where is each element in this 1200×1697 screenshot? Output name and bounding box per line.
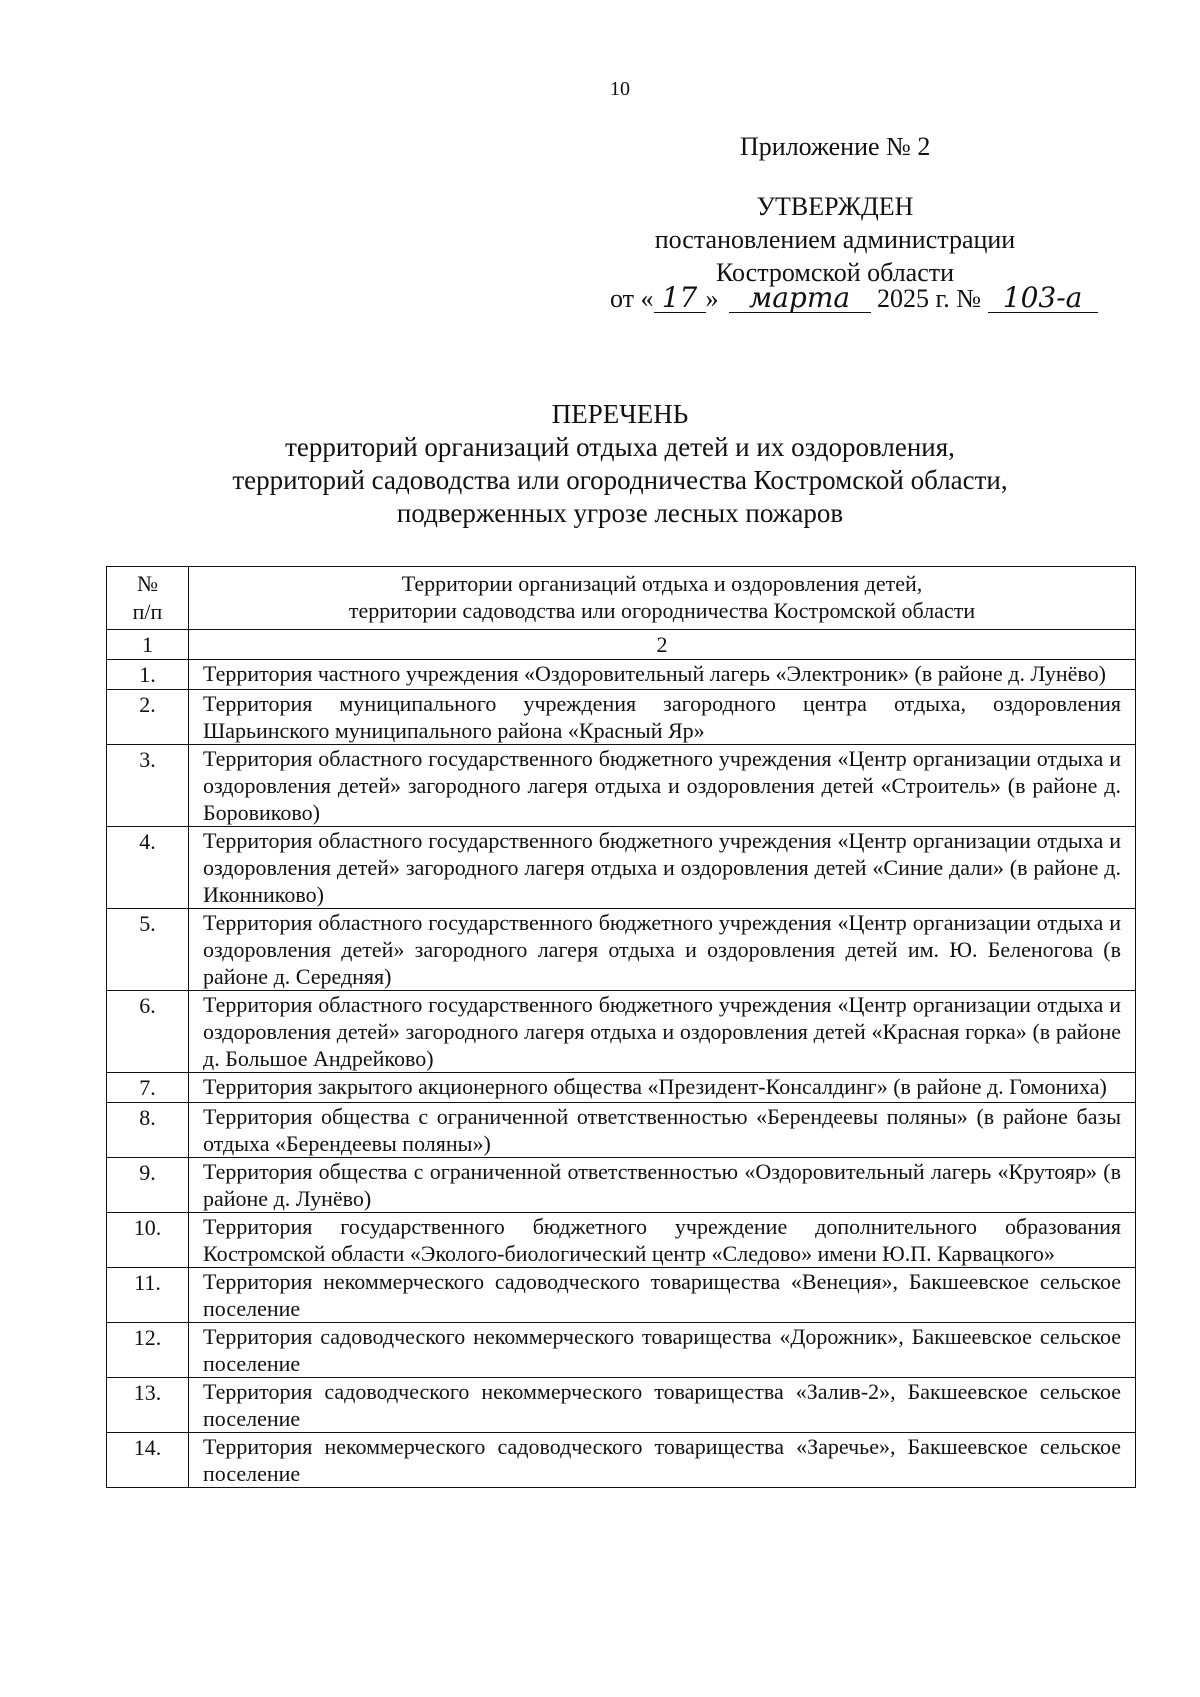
row-number: 5. — [107, 909, 189, 991]
approved-heading: УТВЕРЖДЕН — [756, 192, 914, 221]
row-number: 10. — [107, 1213, 189, 1268]
handwritten-day: 17 — [654, 284, 706, 313]
row-number: 13. — [107, 1378, 189, 1433]
resolution-date-line — [610, 282, 1098, 315]
table-row — [107, 1323, 1136, 1378]
row-number: 12. — [107, 1323, 189, 1378]
row-number: 2. — [107, 690, 189, 745]
header-text-column — [189, 567, 1136, 630]
document-title — [0, 398, 1200, 530]
row-text: Территория муниципального учреждения загородного центра отдыха, оздоровления Шарьинского муниципального района «Красный Яр» — [189, 690, 1136, 745]
row-number: 11. — [107, 1268, 189, 1323]
title-line-1: территорий организаций отдыха детей и их оздоровления, — [285, 432, 955, 462]
table-row — [107, 991, 1136, 1073]
table-row — [107, 909, 1136, 991]
approval-line-1: постановлением администрации — [654, 225, 1016, 254]
row-text: Территория некоммерческого садоводческого товарищества «Заречье», Бакшеевское сельское поселение — [189, 1433, 1136, 1488]
row-number: 3. — [107, 745, 189, 827]
row-text: Территория садоводческого некоммерческого товарищества «Залив-2», Бакшеевское сельское поселение — [189, 1378, 1136, 1433]
row-text: Территория областного государственного бюджетного учреждения «Центр организации отдыха и оздоровления детей» загородного лагеря отдыха и оздоровления детей «Красная горка» (в районе д. Большое Андрейково) — [189, 991, 1136, 1073]
table-row — [107, 1378, 1136, 1433]
table-header-row — [107, 567, 1136, 630]
row-text: Территория областного государственного бюджетного учреждения «Центр организации отдыха и оздоровления детей» загородного лагеря отдыха и оздоровления детей «Строитель» (в районе д. Боровиково) — [189, 745, 1136, 827]
row-number: 14. — [107, 1433, 189, 1488]
page-number: 10 — [610, 78, 630, 100]
row-text: Территория областного государственного бюджетного учреждения «Центр организации отдыха и оздоровления детей» загородного лагеря отдыха и оздоровления детей «Синие дали» (в районе д. Иконниково) — [189, 827, 1136, 909]
date-prefix: от « — [610, 284, 654, 313]
row-number: 6. — [107, 991, 189, 1073]
row-text: Территория садоводческого некоммерческого товарищества «Дорожник», Бакшеевское сельское поселение — [189, 1323, 1136, 1378]
row-text: Территория частного учреждения «Оздоровительный лагерь «Электроник» (в районе д. Лунёво) — [189, 660, 1136, 690]
table-row — [107, 745, 1136, 827]
row-text: Территория общества с ограниченной ответственностью «Оздоровительный лагерь «Крутояр» (в районе д. Лунёво) — [189, 1158, 1136, 1213]
column-number-2: 2 — [189, 630, 1136, 660]
row-number: 1. — [107, 660, 189, 690]
handwritten-month: марта — [729, 284, 871, 313]
column-number-1: 1 — [107, 630, 189, 660]
header-num-column — [107, 567, 189, 630]
table-row — [107, 1268, 1136, 1323]
approval-line-2: Костромской области — [715, 258, 955, 287]
appendix-label: Приложение № 2 — [740, 132, 931, 161]
row-text: Территория общества с ограниченной ответственностью «Берендеевы поляны» (в районе базы отдыха «Берендеевы поляны») — [189, 1103, 1136, 1158]
row-text: Территория областного государственного бюджетного учреждения «Центр организации отдыха и оздоровления детей» загородного лагеря отдыха и оздоровления детей им. Ю. Беленогова (в районе д. Середняя) — [189, 909, 1136, 991]
table-row — [107, 1103, 1136, 1158]
year-and-number-label: 2025 г. № — [877, 284, 982, 313]
header-num-label: № п/п — [132, 571, 163, 624]
table-row — [107, 690, 1136, 745]
date-mid: » — [705, 284, 719, 313]
table-row — [107, 1158, 1136, 1213]
title-line-3: подверженных угрозе лесных пожаров — [396, 498, 844, 528]
table-row — [107, 660, 1136, 690]
column-numbers-row — [107, 630, 1136, 660]
row-number: 8. — [107, 1103, 189, 1158]
table-row — [107, 827, 1136, 909]
header-text-line-2: территории садоводства или огородничества Костромской области — [348, 598, 976, 623]
table-row — [107, 1213, 1136, 1268]
row-text: Территория закрытого акционерного общества «Президент-Консалдинг» (в районе д. Гомониха) — [189, 1073, 1136, 1103]
handwritten-resolution-number: 103-а — [988, 284, 1098, 313]
title-line-2: территорий садоводства или огородничества Костромской области, — [232, 465, 1008, 495]
row-number: 7. — [107, 1073, 189, 1103]
table-row — [107, 1433, 1136, 1488]
territories-table — [106, 566, 1136, 1488]
row-text: Территория некоммерческого садоводческого товарищества «Венеция», Бакшеевское сельское поселение — [189, 1268, 1136, 1323]
title-heading: ПЕРЕЧЕНЬ — [551, 399, 689, 429]
row-text: Территория государственного бюджетного учреждение дополнительного образования Костромской области «Эколого-биологический центр «Следово» имени Ю.П. Карвацкого» — [189, 1213, 1136, 1268]
approval-stamp — [600, 190, 1070, 289]
header-text-line-1: Территории организаций отдыха и оздоровления детей, — [401, 571, 923, 596]
row-number: 9. — [107, 1158, 189, 1213]
table-row — [107, 1073, 1136, 1103]
row-number: 4. — [107, 827, 189, 909]
